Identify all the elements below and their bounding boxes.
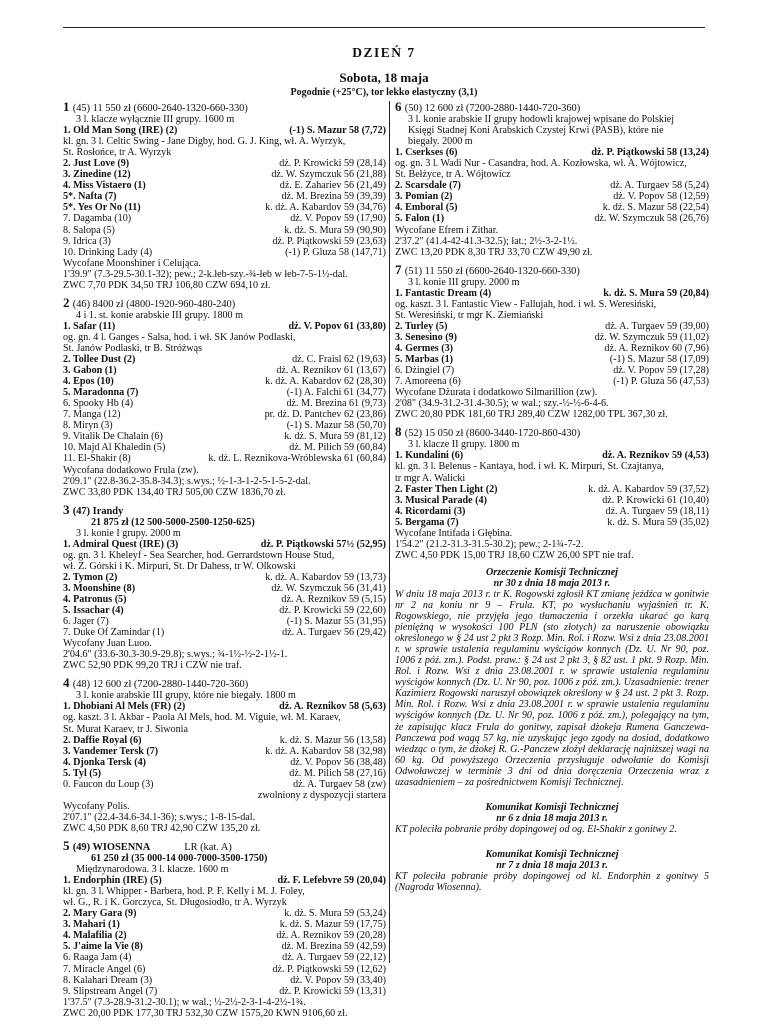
race-detail: 2'04.6" (33.6-30.3-30.9-29.8); s.wys.; ¾-1½-½-2-1½-1. [63,649,288,661]
horse-name: 3. Moonshine (8) [63,582,136,594]
result-row [63,746,386,757]
result-row [395,506,709,517]
horse-name: 1. Admiral Quest (IRE) (3) [63,538,179,550]
weather-conditions: Pogodnie (+25°C), tor lekko elastyczny (3,1) [290,87,478,98]
race-prize: (47) Irandy [72,505,124,517]
race-detail: St. Murat Karaev, tr J. Siwonia [63,723,188,735]
jockey-odds: (-1) S. Mazur 55 (31,95) [286,616,386,628]
result-row [395,450,709,461]
jockey-odds: k. dż. S. Mura 59 (90,90) [284,224,386,236]
notice-title: nr 7 z dnia 18 maja 2013 r. [496,860,608,871]
horse-name: 1. Safar (11) [63,320,116,332]
race-detail: wł. G., R. i K. Gorczyca, St. Długosiodło, tr A. Wyrzyk [63,897,287,909]
race-detail: 2'08" (34.9-31.2-31.4-30.5); w wal.; szy.-½-½-6-4-6. [395,398,609,410]
jockey-odds: dż. A. Turgaev 59 (39,00) [605,320,709,332]
result-row [63,409,386,420]
result-row [395,147,709,158]
jockey-odds: dż. V. Popov 59 (17,28) [613,365,709,377]
race-conditions: 3 l. konie arabskie II grupy hodowli krajowej wpisane do Polskiej [408,114,675,126]
jockey-odds: dż. M. Pilich 58 (27,16) [289,767,386,779]
horse-name: 3. Gabon (1) [63,365,117,377]
horse-name: 7. Manga (12) [63,409,121,421]
result-row [63,539,386,550]
horse-name: 8. Miryn (3) [63,420,113,432]
jockey-odds: dż. F. Lefebvre 59 (20,04) [277,875,386,887]
horse-name: 6. Jager (7) [63,616,109,628]
race-prize: (46) 8400 zł (4800-1920-960-480-240) [72,298,236,310]
result-row [63,321,386,332]
jockey-odds: dż. A. Reznikov 59 (20,28) [276,930,386,942]
race-block-6 [395,101,709,258]
race-block-8 [395,426,709,561]
notice-body: KT poleciła pobranie próby dopingowej od og. El-Shakir z gonitwy 2. [395,823,677,835]
jockey-odds: k. dż. A. Kabardov 59 (34,76) [265,202,386,214]
race-number: 2 [63,296,73,310]
jockey-odds: dż. A. Turgaev 58 (zw) [293,778,386,790]
horse-name: 4. Djonka Tersk (4) [63,756,147,768]
jockey-odds: k. dż. S. Mazur 59 (17,75) [279,919,386,931]
race-number: 6 [395,101,405,114]
jockey-odds: (-1) P. Gluza 56 (47,53) [613,376,709,388]
horse-name: 4. Epos (10) [63,376,114,388]
result-row [63,616,386,627]
horse-name: 7. Amoreena (6) [395,376,461,388]
race-header [395,264,709,277]
result-row [63,701,386,712]
result-row [63,930,386,941]
jockey-odds: dż. W. Szymczuk 56 (21,88) [271,169,386,181]
jockey-odds: dż. M. Pilich 59 (60,84) [289,442,386,454]
race-detail: 2'09.1" (22.8-36.2-35.8-34.3); s.wys.; ½-1-3-1-2-5-1-5-2-dal. [63,475,311,487]
race-header [63,101,386,114]
result-row [63,627,386,638]
result-row [63,583,386,594]
result-row [395,191,709,202]
horse-name: 2. Faster Then Light (2) [395,483,498,495]
race-prize: (52) 15 050 zł (8600-3440-1720-860-430) [404,428,581,440]
result-row [63,735,386,746]
jockey-odds: dż. M. Brezina 61 (9,73) [286,398,386,410]
jockey-odds: dż. M. Brezina 59 (39,39) [281,191,386,203]
horse-name: 5. Marbas (1) [395,354,454,366]
horse-name: 1. Fantastic Dream (4) [395,287,492,299]
technical-commission-notice [395,849,709,893]
horse-name: 8. Kalahari Dream (3) [63,974,153,986]
race-detail: 1'39.9" (7.3-29.5-30.1-32); pew.; 2-k.łeb-szy.-¾-łeb w łeb-7-5-1½-dal. [63,268,348,280]
jockey-odds: zwolniony z dyspozycji startera [257,789,386,801]
result-row [63,158,386,169]
race-header [63,504,386,517]
result-row [63,768,386,779]
jockey-odds: dż. C. Fraisl 62 (19,63) [292,354,386,366]
race-block-7 [395,264,709,421]
jockey-odds: dż. P. Krowicki 59 (13,31) [279,985,386,997]
horse-name: 5. J'aime la Vie (8) [63,941,143,953]
jockey-odds: (-1) S. Mazur 58 (17,09) [609,354,709,366]
race-block-4 [63,677,386,834]
result-row [63,236,386,247]
horse-name: 5. Falon (1) [395,213,445,225]
race-detail: kl. gn. 3 l. Whipper - Barbera, hod. P. F. Kelly i M. J. Foley, [63,886,305,898]
jockey-odds: (-1) P. Gluza 58 (147,71) [285,246,386,258]
result-row [63,191,386,202]
race-conditions: 3 l. konie III grupy. 2000 m [408,276,520,288]
horse-name: 8. Salopa (5) [63,224,115,236]
race-number: 8 [395,426,405,440]
race-detail: og. gn. 4 l. Ganges - Salsa, hod. i wł. SK Janów Podlaski, [63,331,296,343]
race-detail: Wycofana dodatkowo Frula (zw). [63,464,199,476]
result-row [63,941,386,952]
race-conditions: 61 250 zł (35 000-14 000-7000-3500-1750) [91,853,268,865]
race-detail: Wycofane Dżurata i dodatkowo Silmarillion (zw). [395,387,598,399]
race-prize: (50) 12 600 zł (7200-2880-1440-720-360) [404,103,581,114]
horse-name: 3. Musical Parade (4) [395,494,487,506]
jockey-odds: dż. A. Turgaev 56 (29,42) [282,627,386,639]
column-divider [389,101,390,963]
race-detail: kl. gn. 3 l. Celtic Swing - Jane Digby, hod. G. J. King, wł. A. Wyrzyk, [63,136,346,148]
result-row [395,376,709,387]
horse-name: 7. Miracle Angel (6) [63,963,146,975]
jockey-odds: dż. P. Krowicki 59 (28,14) [279,158,386,170]
result-row [63,975,386,986]
result-row [63,125,386,136]
result-row [395,365,709,376]
result-row [63,964,386,975]
race-header [63,677,386,690]
race-header [63,297,386,310]
horse-name: 1. Endorphin (IRE) (5) [63,875,162,887]
race-detail: St. Janów Podlaski, tr B. Stróżwąs [63,342,203,354]
race-conditions: 3 l. klacze II grupy. 1800 m [408,439,520,451]
jockey-odds: k. dż. A. Kabardov 59 (37,52) [588,483,709,495]
notice-body: KT poleciła pobranie próby dopingowej od kl. Endorphin z gonitwy 5 (Nagroda Wiosenna). [395,871,709,894]
horse-name: 6. Dżingiel (7) [395,365,455,377]
race-number: 7 [395,263,405,277]
result-row [63,453,386,464]
jockey-odds: dż. P. Piątkowski 58 (13,24) [591,147,709,159]
result-row [63,376,386,387]
jockey-odds: dż. P. Piątkowski 59 (12,62) [272,963,386,975]
jockey-odds: k. dż. S. Mazur 58 (22,54) [602,202,709,214]
race-conditions: 3 l. klacze wyłącznie III grupy. 1600 m [76,114,235,126]
race-conditions: 3 l. konie arabskie III grupy, które nie biegały. 1800 m [76,690,296,702]
horse-name: 0. Faucon du Loup (3) [63,778,154,790]
result-row [63,213,386,224]
result-row [63,387,386,398]
jockey-odds: (-1) A. Falchi 61 (34,77) [286,387,386,399]
race-number: 1 [63,101,73,114]
race-conditions: 3 l. konie I grupy. 2000 m [76,527,181,539]
jockey-odds: k. dż. S. Mura 59 (20,84) [603,287,709,299]
jockey-odds: dż. E. Zahariev 56 (21,49) [279,180,386,192]
horse-name: 10. Drinking Lady (4) [63,246,153,258]
jockey-odds: dż. V. Popov 59 (33,40) [290,974,386,986]
race-detail: ZWC 7,70 PDK 34,50 TRJ 106,80 CZW 694,10 zł. [63,279,271,291]
jockey-odds: dż. P. Piątkowski 59 (23,63) [272,235,386,247]
notice-body: W dniu 18 maja 2013 r. tr K. Rogowski zgłosił KT zmianę jeźdźca w gonitwie nr 2 na koniu nr 9 – Frula. KT, po wysłuchaniu wyjaśnień tr. K. Rogowskiego, nie przyjęła jego tłumaczenia i orzekła ukarać go karą pieniężną w wysokości 100 PLN (sto złotych) za naruszenie obowiązku określonego w § 24 ust 2 pkt 3 Rozp. Min. Rol. i Rozw. Wsi z dnia 23.08.2001 r. w sprawie ustalenia regulaminu wyścigów konnych (Dz. U. Nr 90, poz. 1006 z póź. zm.). Podst. praw.: § 24 ust 2 pkt 3, § 82 ust. 1 pkt. 9 Rozp. Min. Rol. i Rozw. Wsi z dnia 23.08.2001 r. w sprawie ustalenia regulaminu wyścigów konnych (Dz. U. Nr 90, poz. 1006 z póź. zm.). Uzasadnienie: trener Kazimierz Rogowski naruszył obowiązek określony w § 24 ust. 2 pkt 3. Rozp. Min. Rol. i Rozw. Wsi z dnia 23.08.2001 r. w sprawie ustalenia regulaminu wyścigów konnych (Dz. U. Nr 90, poz. 1006 z póź. zm.), polegający na tym, że zapisując klacz Frula do gonitwy, zapisał dżokeja Rumena Ganczewa-Panczewa pod wagą 57 kg, nie uzyskując jego zgody na dosiad, dodatkowo wiedząc o tym, że dżokej R. G.-Panczew złożył deklarację najniższej wagi na 60 kg. Od powyższego Orzeczenia przysługuje odwołanie do Komisji Odwoławczej w terminie 3 dni od dnia doręczenia Orzeczenia wraz z uzasadnieniem – za pośrednictwem Komisji Technicznej. [395,588,709,788]
jockey-odds: dż. P. Piątkowski 57½ (52,95) [260,538,386,550]
jockey-odds: k. dż. A. Kabardov 62 (28,30) [265,376,386,388]
race-prize: (45) 11 550 zł (6600-2640-1320-660-330) [72,103,248,114]
race-conditions: Międzynarodowa. 3 l. klacze. 1600 m [76,864,229,876]
race-detail: Wycofane Intifada i Głębina. [395,527,513,539]
race-detail: og. gn. 3 l. Kheleyf - Sea Searcher, hod. Gerrardstown House Stud, [63,549,335,561]
race-block-3 [63,504,386,672]
jockey-odds: dż. V. Popov 59 (17,90) [290,213,386,225]
race-detail: ZWC 20,80 PDK 181,60 TRJ 289,40 CZW 1282,00 TPL 367,30 zł. [395,409,668,421]
jockey-odds: k. dż. S. Mura 59 (81,12) [284,431,386,443]
result-row [63,442,386,453]
result-row [63,202,386,213]
horse-name: 4. Germes (3) [395,342,454,354]
result-row [63,247,386,258]
jockey-odds: k. dż. S. Mura 59 (35,02) [607,516,709,528]
horse-name: 10. Majd Al Khaledin (5) [63,442,166,454]
left-column [63,101,386,1025]
jockey-odds: (-1) S. Mazur 58 (50,70) [286,420,386,432]
notice-title: nr 6 z dnia 18 maja 2013 r. [496,812,608,824]
header-rule [63,27,705,28]
jockey-odds: dż. M. Brezina 59 (42,59) [281,941,386,953]
horse-name: 9. Idrica (3) [63,235,111,247]
horse-name: 2. Just Love (9) [63,158,130,170]
race-detail: ZWC 4,50 PDK 15,00 TRJ 18,60 CZW 26,00 SPT nie traf. [395,549,634,561]
result-row [395,321,709,332]
horse-name: 1. Dhobiani Al Mels (FR) (2) [63,701,186,713]
date-title: Sobota, 18 maja [339,70,429,85]
horse-name: 1. Kundalini (6) [395,450,464,462]
horse-name: 2. Turley (5) [395,320,448,332]
jockey-odds: dż. W. Szymczuk 56 (31,41) [271,582,386,594]
result-row [395,484,709,495]
race-detail: 2'07.1" (22.4-34.6-34.1-36); s.wys.; 1-8-15-dal. [63,811,256,823]
race-detail: wł. Z. Górski i K. Mirpuri, St. Dr Dahess, tr W. Olkowski [63,560,296,572]
result-row [395,213,709,224]
horse-name: 6. Raaga Jam (4) [63,952,132,964]
horse-name: 3. Zinedine (12) [63,169,131,181]
result-row [395,202,709,213]
result-row [63,790,386,801]
race-detail: Wycofane Efrem i Zithar. [395,224,499,236]
result-row [63,952,386,963]
horse-name: 2. Mary Gara (9) [63,908,137,920]
race-header [63,840,386,853]
horse-name: 7. Duke Of Zamindar (1) [63,627,165,639]
race-category: LR (kat. A) [184,842,232,853]
horse-name: 4. Emboral (5) [395,202,458,214]
notice-title: Orzeczenie Komisji Technicznej [486,566,618,578]
result-row [63,365,386,376]
jockey-odds: dż. V. Popov 56 (38,48) [290,756,386,768]
result-row [63,757,386,768]
horse-name: 5. Tyl (5) [63,767,102,779]
result-row [63,594,386,605]
race-detail: Wycofany Polis. [63,800,130,812]
race-detail: 2'37.2" (41.4-42-41.3-32.5); łat.; 2½-3-2-1½. [395,235,578,247]
race-detail: St. Rosłońce, tr A. Wyrzyk [63,147,172,159]
horse-name: 9. Vitalik De Chalain (6) [63,431,163,443]
jockey-odds: dż. W. Szymczuk 58 (26,76) [594,213,709,225]
race-detail: tr mgr A. Walicki [395,472,466,484]
race-detail: St. Weresiński, tr mgr K. Ziemiański [395,309,544,321]
horse-name: 5. Bergama (7) [395,516,459,528]
technical-commission-notice [395,567,709,788]
race-number: 5 [63,840,73,853]
result-row [63,875,386,886]
race-detail: og. kaszt. 3 l. Fantastic View - Fallujah, hod. i wł. S. Weresiński, [395,298,657,310]
jockey-odds: dż. A. Reznikov 61 (13,67) [276,365,386,377]
race-detail: 1'37.5" (7.3-28.9-31.2-30.1); w wal.; ½-2½-2-3-1-4-2½-1¾. [63,996,306,1008]
jockey-odds: dż. P. Krowicki 59 (22,60) [279,605,386,617]
horse-name: 5. Issachar (4) [63,605,124,617]
horse-name: 3. Senesino (9) [395,331,457,343]
race-header [395,101,709,114]
result-row [395,354,709,365]
horse-name: 4. Patronus (5) [63,594,127,606]
horse-name: 1. Old Man Song (IRE) (2) [63,125,178,137]
horse-name: 5. Maradonna (7) [63,387,139,399]
jockey-odds: pr. dż. D. Pantchev 62 (23,86) [264,409,386,421]
race-detail: ZWC 13,20 PDK 8,30 TRJ 33,70 CZW 49,90 zł. [395,246,593,258]
jockey-odds: dż. A. Reznikov 60 (7,96) [604,342,709,354]
jockey-odds: (-1) S. Mazur 58 (7,72) [289,125,386,137]
technical-commission-notice [395,802,709,835]
jockey-odds: dż. V. Popov 58 (12,59) [613,191,709,203]
result-row [63,398,386,409]
result-row [63,572,386,583]
horse-name: 11. El-Shakir (8) [63,453,131,465]
horse-name: 4. Ricordami (3) [395,505,466,517]
jockey-odds: dż. A. Reznikov 59 (4,53) [602,450,709,462]
jockey-odds: k. dż. S. Mazur 56 (13,58) [279,734,386,746]
result-row [395,495,709,506]
horse-name: 4. Malafilia (2) [63,930,127,942]
race-detail: og. kaszt. 3 l. Akbar - Paola Al Mels, hod. M. Viguie, wł. M. Karaev, [63,712,341,724]
notice-title: Komunikat Komisji Technicznej [485,848,619,860]
race-detail: St. Bełżyce, tr A. Wójtowicz [395,169,511,181]
horse-name: 2. Tymon (2) [63,571,118,583]
race-block-1 [63,101,386,291]
result-row [63,169,386,180]
horse-name: 9. Slipstream Angel (7) [63,985,158,997]
race-detail: ZWC 4,50 PDK 8,60 TRJ 42,90 CZW 135,20 zł. [63,822,261,834]
result-row [395,343,709,354]
race-detail: 1'54.2" (21.2-31.3-31.5-30.2); pew.; 2-1¾-7-2. [395,538,584,550]
result-row [63,225,386,236]
horse-name: 3. Pomian (2) [395,191,453,203]
jockey-odds: k. dż. S. Mura 59 (53,24) [284,908,386,920]
right-column [395,101,709,893]
result-row [63,779,386,790]
result-row [395,288,709,299]
result-row [63,180,386,191]
jockey-odds: dż. A. Reznikov 58 (5,63) [279,701,386,713]
race-detail: Wycofany Juan Luoo. [63,638,152,650]
result-row [395,517,709,528]
jockey-odds: dż. V. Popov 61 (33,80) [288,320,386,332]
race-detail: Wycofane Moonshiner i Celująca. [63,257,201,269]
race-prize: (49) WIOSENNA [72,842,151,853]
result-row [395,332,709,343]
race-detail: kl. gn. 3 l. Belenus - Kantaya, hod. i wł. K. Mirpuri, St. Czajtanya, [395,461,664,473]
horse-name: 3. Vandemer Tersk (7) [63,745,159,757]
horse-name: 6. Spooky Hb (4) [63,398,134,410]
race-detail: ZWC 33,80 PDK 134,40 TRJ 505,00 CZW 1836,70 zł. [63,486,286,498]
horse-name: 2. Daffie Royal (6) [63,734,142,746]
jockey-odds: dż. A. Turgaev 59 (22,12) [282,952,386,964]
day-title: DZIEŃ 7 [352,45,416,60]
horse-name: 3. Mahari (1) [63,919,120,931]
race-conditions: 4 i 1. st. konie arabskie III grupy. 1800 m [76,309,243,321]
horse-name: 7. Dagamba (10) [63,213,132,225]
result-row [63,908,386,919]
race-detail: og. gn. 3 l. Wadi Nur - Casandra, hod. A. Kozłowska, wł. A. Wójtowicz, [395,158,687,170]
race-number: 4 [63,677,73,691]
race-detail: ZWC 20,00 PDK 177,30 TRJ 532,30 CZW 1575,20 KWN 9106,60 zł. [63,1007,348,1019]
race-block-2 [63,297,386,498]
horse-name: 5*. Yes Or No (11) [63,202,141,214]
race-block-5 [63,840,386,1019]
race-prize: (48) 12 600 zł (7200-2880-1440-720-360) [72,679,249,691]
horse-name: 4. Miss Vistaero (1) [63,180,146,192]
notice-title: nr 30 z dnia 18 maja 2013 r. [493,577,611,589]
race-conditions: biegały. 2000 m [408,136,473,148]
jockey-odds: dż. A. Turgaev 59 (18,11) [605,505,709,517]
horse-name: 2. Scarsdale (7) [395,180,461,192]
race-number: 3 [63,503,73,517]
horse-name: 2. Tollee Dust (2) [63,354,136,366]
horse-name: 1. Cserkses (6) [395,147,458,159]
jockey-odds: k. dż. L. Reznikova-Wróblewska 61 (60,84) [208,453,386,465]
result-row [63,431,386,442]
race-conditions: 21 875 zł (12 500-5000-2500-1250-625) [91,516,255,528]
jockey-odds: dż. P. Krowicki 61 (10,40) [602,494,709,506]
result-row [395,180,709,191]
notice-title: Komunikat Komisji Technicznej [485,801,619,813]
race-prize: (51) 11 550 zł (6600-2640-1320-660-330) [404,265,580,277]
jockey-odds: dż. A. Reznikov 59 (5,15) [281,594,386,606]
race-conditions: Księgi Stadnej Koni Arabskich Czystej Krwi (PASB), które nie [408,125,664,137]
jockey-odds: k. dż. A. Kabardov 58 (32,98) [265,745,386,757]
race-header [395,426,709,439]
result-row [63,919,386,930]
result-row [63,354,386,365]
result-row [63,605,386,616]
jockey-odds: dż. W. Szymczuk 59 (11,02) [594,331,709,343]
jockey-odds: k. dż. A. Kabardov 59 (13,73) [265,571,386,583]
result-row [63,986,386,997]
jockey-odds: dż. A. Turgaev 58 (5,24) [610,180,709,192]
race-detail: ZWC 52,90 PDK 99,20 TRJ i CZW nie traf. [63,660,242,672]
horse-name: 5*. Nafta (7) [63,191,117,203]
result-row [63,420,386,431]
